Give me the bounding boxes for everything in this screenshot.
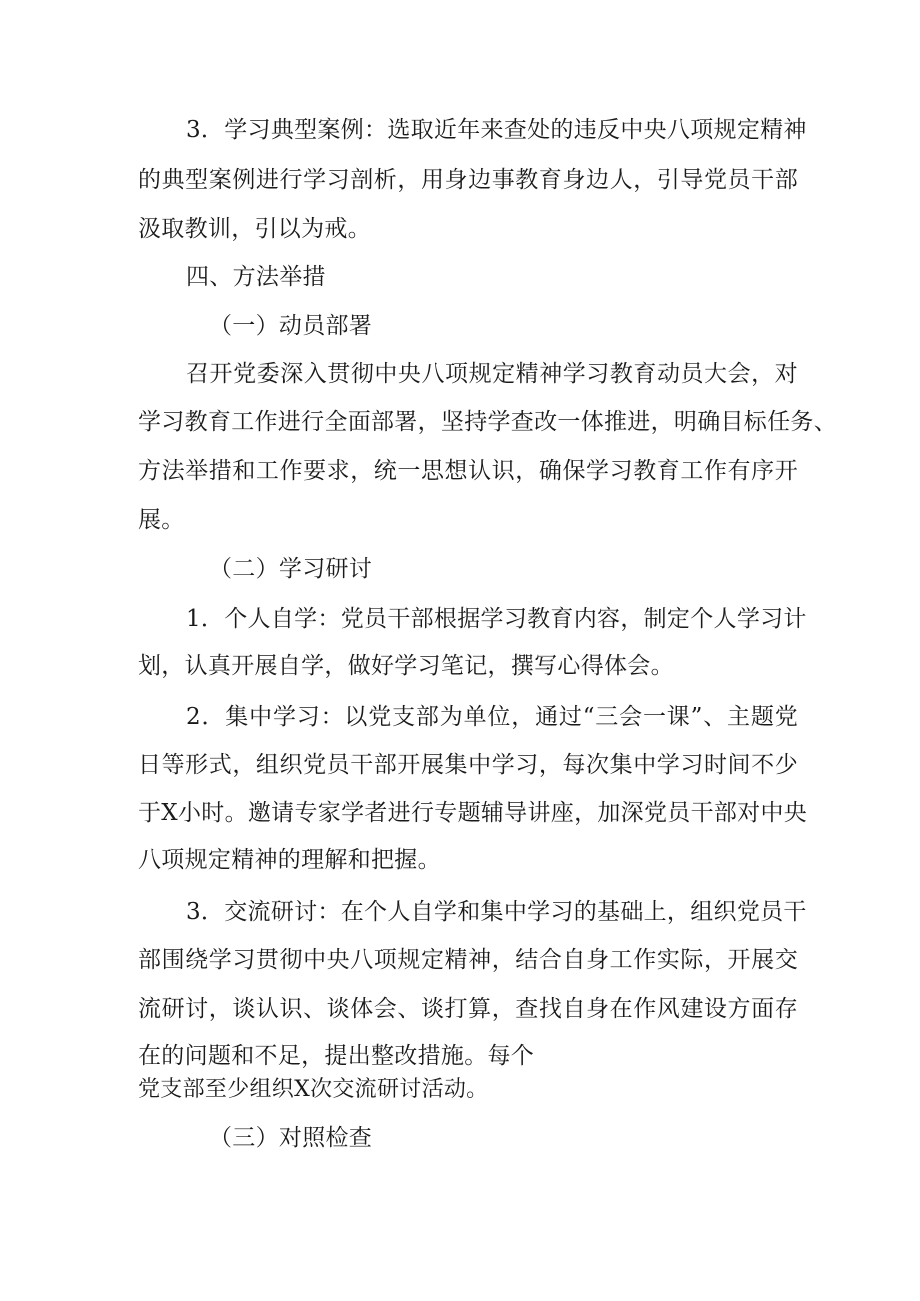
subsection-heading: （一）动员部署 bbox=[209, 313, 373, 339]
paragraph-line: 在的问题和不足，提出整改措施。每个 bbox=[138, 1043, 535, 1069]
paragraph-line: 3．交流研讨：在个人自学和集中学习的基础上，组织党员干 bbox=[186, 899, 807, 925]
paragraph-line: 于X小时。邀请专家学者进行专题辅导讲座，加深党员干部对中央 bbox=[138, 800, 808, 826]
paragraph-line: 日等形式，组织党员干部开展集中学习，每次集中学习时间不少 bbox=[138, 752, 798, 778]
subsection-heading: （三）对照检查 bbox=[209, 1125, 373, 1151]
paragraph-line: 3．学习典型案例：选取近年来查处的违反中央八项规定精神 bbox=[186, 117, 807, 143]
paragraph-line: 划，认真开展自学，做好学习笔记，撰写心得体会。 bbox=[138, 653, 674, 679]
paragraph-line: 方法举措和工作要求，统一思想认识，确保学习教育工作有序开 bbox=[138, 458, 798, 484]
paragraph-line: 展。 bbox=[138, 507, 185, 533]
paragraph-line: 学习教育工作进行全面部署，坚持学查改一体推进，明确目标任务、 bbox=[138, 409, 837, 435]
paragraph-line: 党支部至少组织X次交流研讨活动。 bbox=[138, 1077, 489, 1102]
paragraph-line: 的典型案例进行学习剖析，用身边事教育身边人，引导党员干部 bbox=[138, 167, 798, 193]
paragraph-line: 八项规定精神的理解和把握。 bbox=[138, 847, 441, 873]
paragraph-line: 召开党委深入贯彻中央八项规定精神学习教育动员大会，对 bbox=[186, 361, 798, 387]
paragraph-line: 流研讨，谈认识、谈体会、谈打算，查找自身在作风建设方面存 bbox=[138, 996, 798, 1022]
paragraph-line: 部围绕学习贯彻中央八项规定精神，结合自身工作实际，开展交 bbox=[138, 947, 798, 973]
subsection-heading: （二）学习研讨 bbox=[209, 556, 373, 582]
section-heading: 四、方法举措 bbox=[186, 264, 326, 290]
paragraph-line: 2．集中学习：以党支部为单位，通过“三会一课”、主题党 bbox=[186, 704, 798, 730]
paragraph-line: 汲取教训，引以为戒。 bbox=[138, 216, 371, 242]
paragraph-line: 1．个人自学：党员干部根据学习教育内容，制定个人学习计 bbox=[186, 606, 807, 632]
